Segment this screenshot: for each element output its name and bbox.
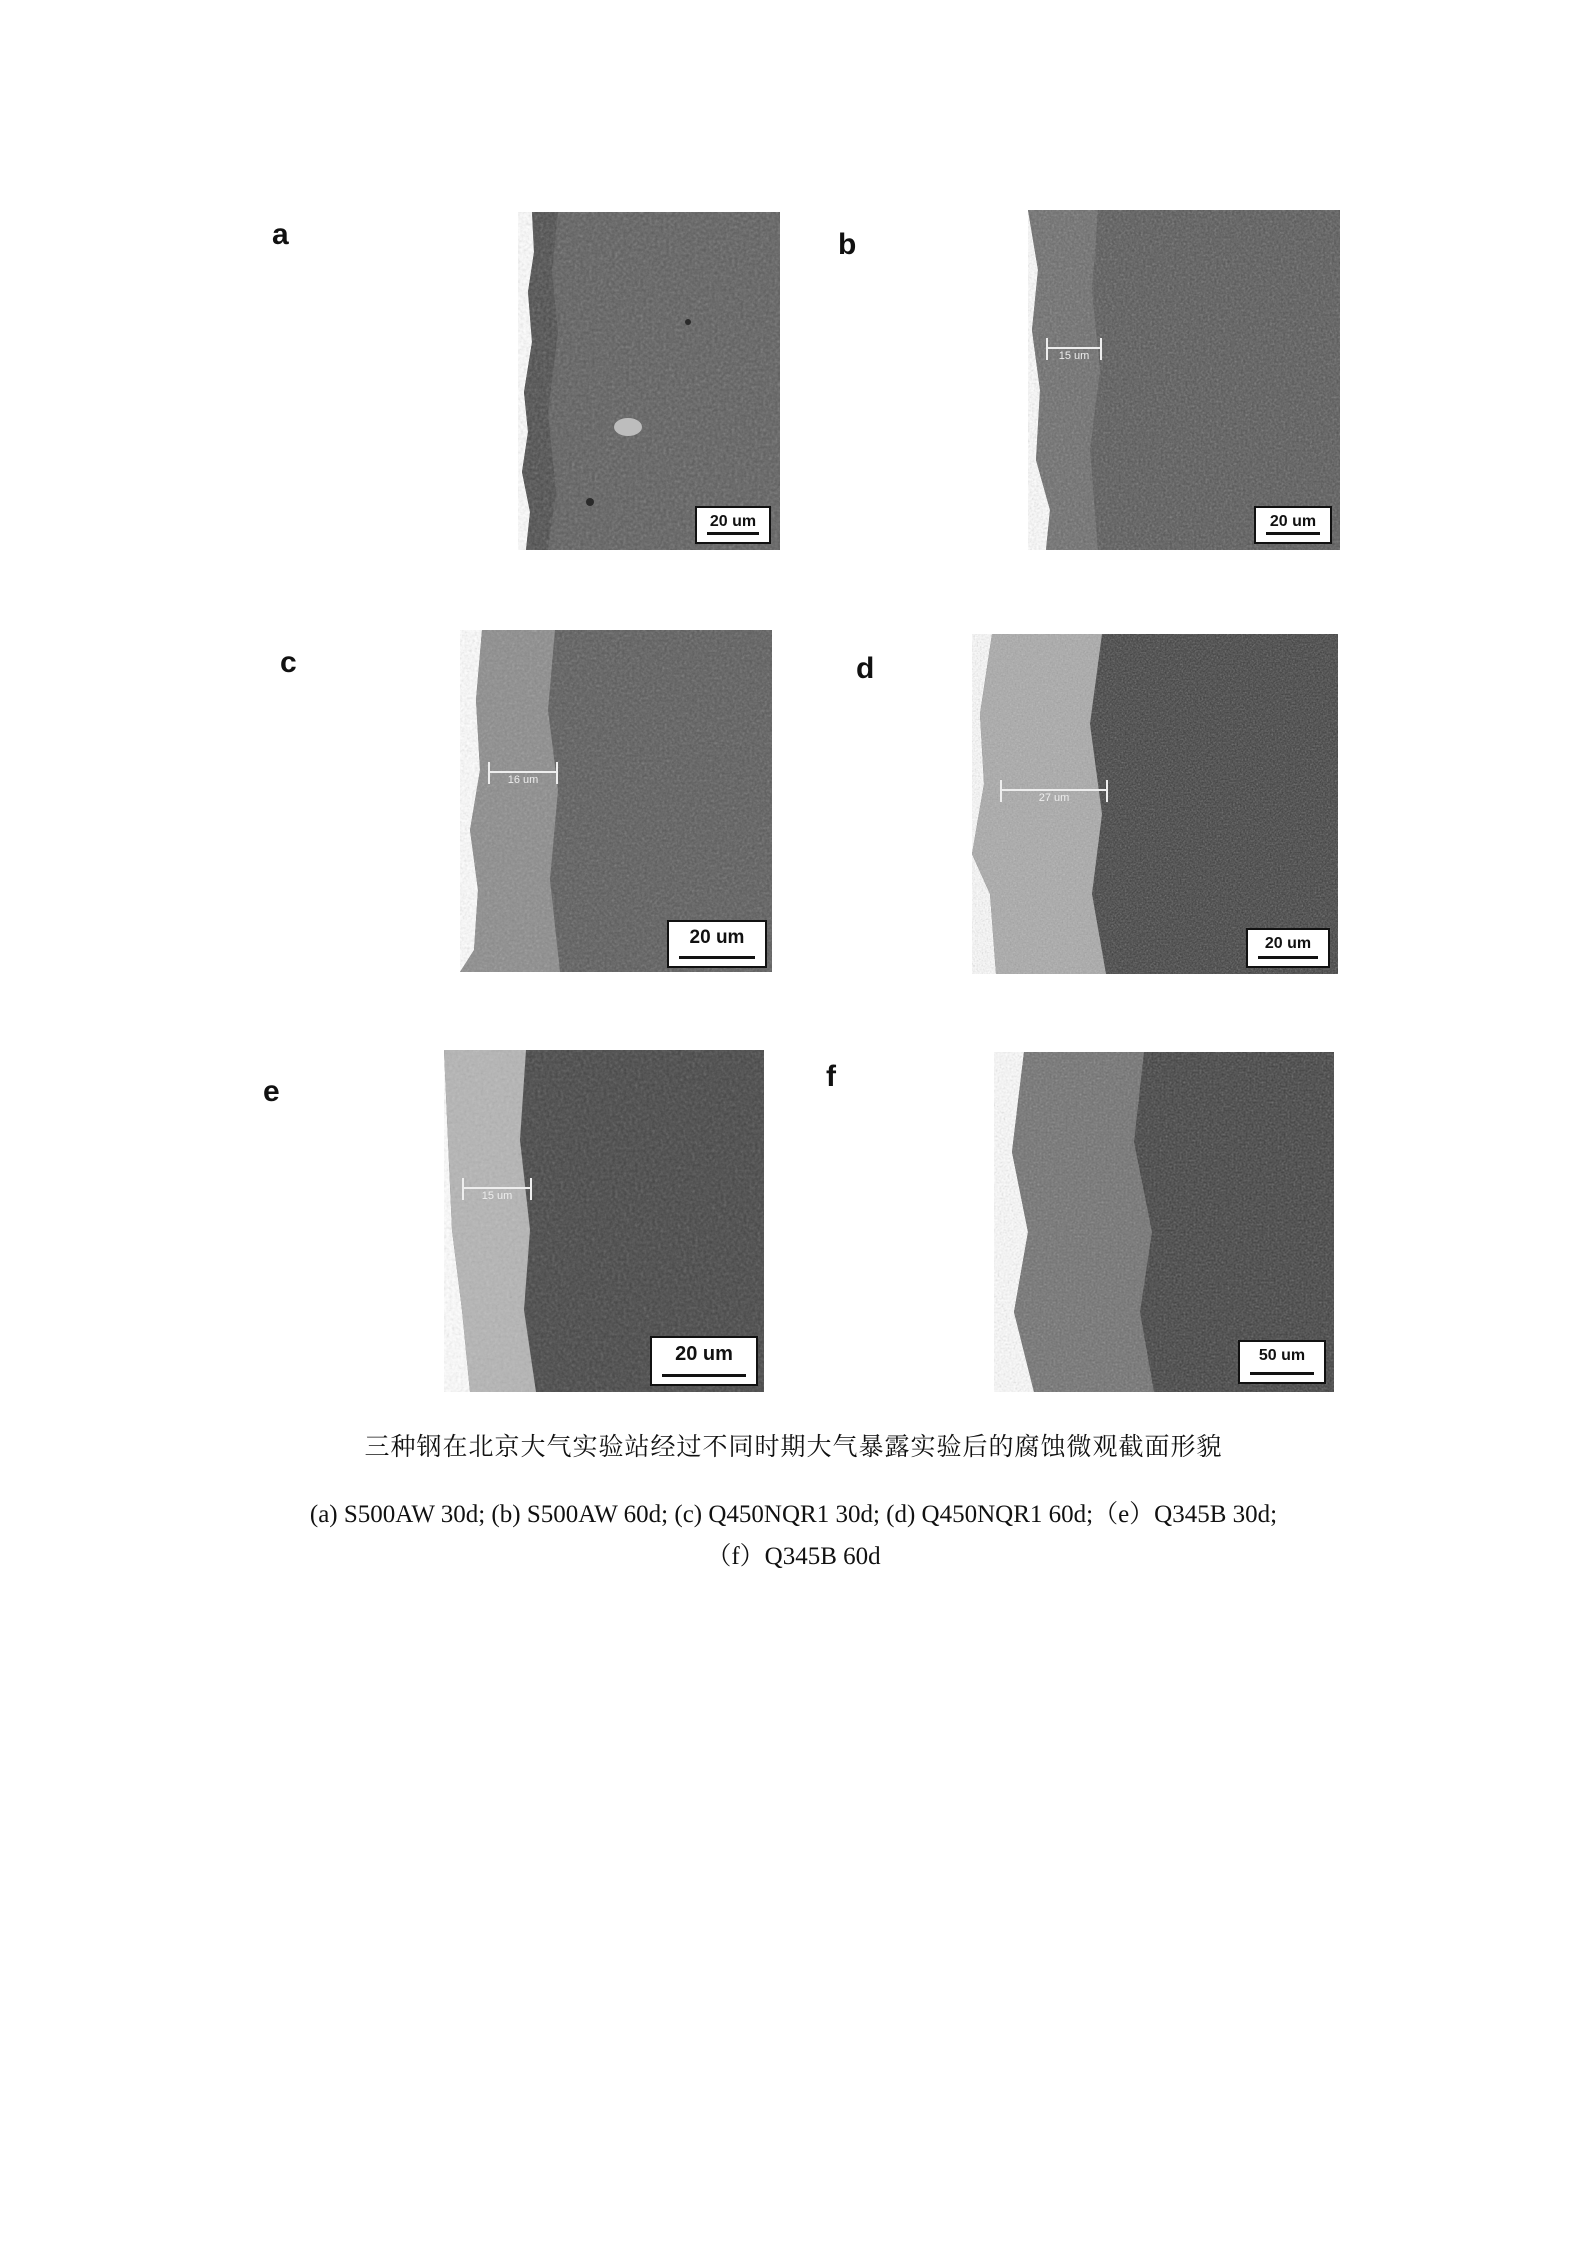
micrograph-d: [972, 634, 1338, 974]
thickness-measure-c: [488, 762, 558, 784]
panel-label-f: f: [826, 1060, 836, 1093]
scale-label-c: 20 um: [689, 927, 745, 948]
scale-label-f: 50 um: [1258, 1347, 1306, 1364]
scale-label-a: 20 um: [709, 513, 757, 530]
figure-caption-line-1: (a) S500AW 30d; (b) S500AW 60d; (c) Q450NQR1 30d; (d) Q450NQR1 60d;（e）Q345B 30d;: [309, 1501, 1278, 1528]
scale-label-d: 20 um: [1264, 935, 1312, 952]
scale-label-b: 20 um: [1269, 513, 1317, 530]
scale-label-e: 20 um: [675, 1343, 733, 1365]
scale-bar-c: [667, 920, 767, 968]
micrograph-a: [518, 212, 780, 550]
thickness-measure-e: [462, 1178, 532, 1200]
scale-bar-e: [650, 1336, 758, 1386]
scale-bar-b: [1254, 506, 1332, 544]
figure-caption-title: 三种钢在北京大气实验站经过不同时期大气暴露实验后的腐蚀微观截面形貌: [364, 1432, 1223, 1461]
panel-label-c: c: [280, 646, 297, 679]
panel-label-d: d: [856, 652, 875, 685]
measure-label-b: 15 um: [1058, 350, 1090, 362]
measure-label-e: 15 um: [481, 1190, 513, 1202]
scale-bar-f: [1238, 1340, 1326, 1384]
thickness-measure-b: [1046, 338, 1102, 360]
scale-bar-a: [695, 506, 771, 544]
measure-label-c: 16 um: [507, 774, 539, 786]
measure-label-d: 27 um: [1038, 792, 1070, 804]
figure-caption-line-2: （f）Q345B 60d: [706, 1543, 881, 1570]
panel-label-a: a: [272, 218, 289, 251]
thickness-measure-d: [1000, 780, 1108, 802]
scale-bar-d: [1246, 928, 1330, 968]
panel-label-e: e: [263, 1075, 280, 1108]
panel-label-b: b: [838, 228, 857, 261]
micrograph-b: [1028, 210, 1340, 550]
